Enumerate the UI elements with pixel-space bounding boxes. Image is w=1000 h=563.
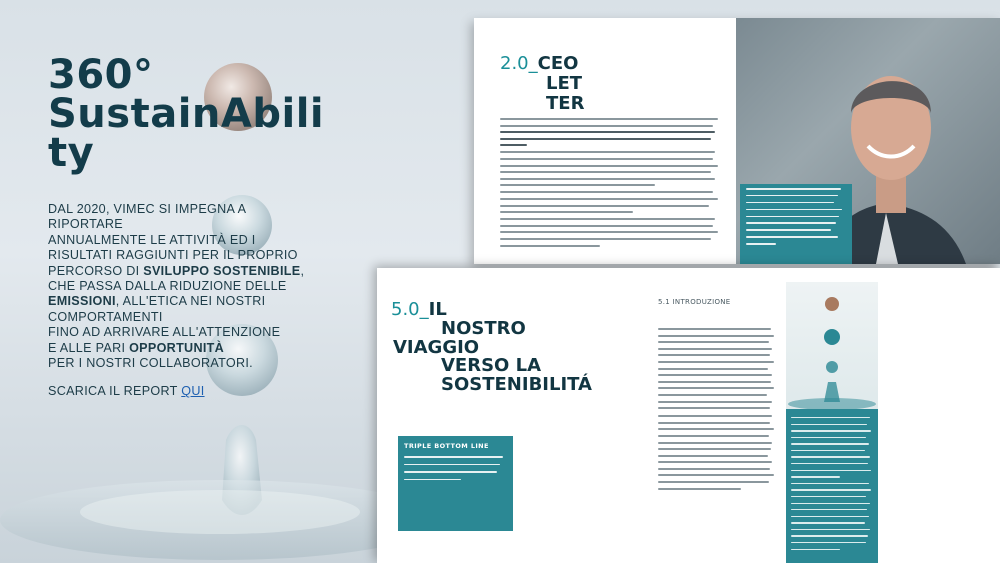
- section-label: 5.1 INTRODUZIONE: [658, 298, 731, 306]
- download-label: SCARICA IL REPORT: [48, 384, 182, 399]
- hero-line: ANNUALMENTE LE ATTIVITÀ ED I: [48, 232, 256, 247]
- ceo-quote-box: [740, 184, 852, 264]
- intro-text-block: [658, 328, 776, 494]
- triple-bottom-line-box: [398, 436, 513, 531]
- hero-line: RIPORTARE: [48, 217, 124, 232]
- hero-emphasis: OPPORTUNITÀ: [129, 340, 225, 355]
- journey-page-preview: [377, 268, 1000, 563]
- box-title: TRIPLE BOTTOM LINE: [404, 442, 489, 450]
- section-number: 2.0_: [500, 53, 538, 74]
- ceo-letter-heading: [500, 53, 584, 114]
- hero-line: PER I NOSTRI COLLABORATORI.: [48, 356, 253, 371]
- hero-line: [48, 341, 298, 356]
- section-title-line: LET: [546, 73, 583, 94]
- hero-line: COMPORTAMENTI: [48, 309, 163, 324]
- section-title-line: SOSTENIBILITÁ: [441, 373, 592, 395]
- hero-line: FINO AD ARRIVARE ALL'ATTENZIONE: [48, 325, 281, 340]
- section-title-line: TER: [546, 93, 585, 114]
- download-report: [48, 384, 298, 399]
- hero-text: , ALL'ETICA NEI NOSTRI: [115, 294, 266, 309]
- section-title-line: VERSO LA: [441, 355, 542, 376]
- hero-text: E ALLE PARI: [48, 340, 130, 355]
- hero-emphasis: EMISSIONI: [48, 294, 116, 309]
- section-title-line: IL: [428, 299, 447, 320]
- ceo-letter-page-preview: [474, 18, 1000, 264]
- hero-text: PERCORSO DI: [48, 263, 144, 278]
- hero-title-line: ty: [48, 130, 95, 176]
- hero-line: RISULTATI RAGGIUNTI PER IL PROPRIO: [48, 248, 298, 263]
- hero-emphasis: SVILUPPO SOSTENIBILE: [143, 263, 301, 278]
- hero-text: ,: [300, 263, 305, 278]
- hero-title-line: SustainAbili: [48, 91, 325, 137]
- hero-line: CHE PASSA DALLA RIDUZIONE DELLE: [48, 279, 287, 294]
- hero-line: DAL 2020, VIMEC SI IMPEGNA A: [48, 202, 247, 216]
- section-number: 5.0_: [391, 299, 429, 320]
- journey-heading: [391, 299, 592, 394]
- download-report-link[interactable]: QUI: [181, 384, 205, 399]
- hero-title: [48, 52, 325, 176]
- hero-description: [48, 202, 305, 400]
- sidebar-text-panel: [786, 409, 878, 563]
- section-title-line: VIAGGIO: [393, 336, 480, 358]
- droplet-illustration: [786, 282, 878, 409]
- hero-line: [48, 294, 298, 309]
- hero-title-line: 360°: [48, 52, 154, 98]
- hero-line: [48, 263, 305, 279]
- section-title-line: NOSTRO: [441, 318, 526, 339]
- section-title-line: CEO: [537, 53, 579, 74]
- letter-text-block: [500, 118, 722, 251]
